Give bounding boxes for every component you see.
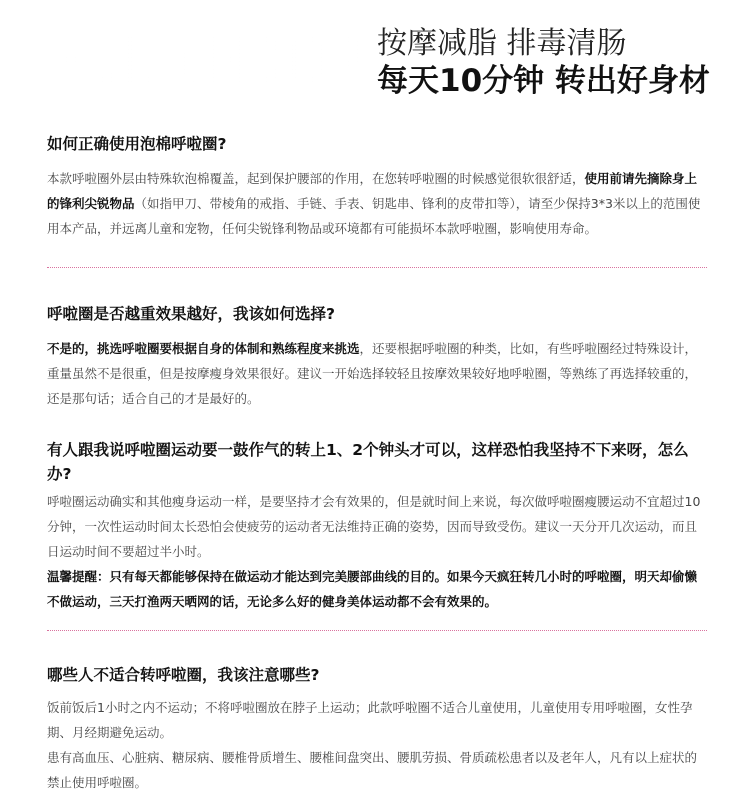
faq-section-2 bbox=[47, 302, 707, 411]
faq-section-1 bbox=[47, 132, 707, 241]
faq-section-3 bbox=[47, 438, 707, 614]
header-banner bbox=[0, 0, 750, 108]
faq-answer-4: 饭前饭后1小时之内不运动；不将呼啦圈放在脖子上运动；此款呼啦圈不适合儿童使用，儿童使用专用呼啦圈，女性孕期、月经期避免运动。 bbox=[47, 700, 693, 740]
faq-question-3: 有人跟我说呼啦圈运动要一鼓作气的转上1、2个钟头才可以，这样恐怕我坚持不下来呀，怎么办? bbox=[47, 441, 689, 483]
faq-answer-3: 呼啦圈运动确实和其他瘦身运动一样，是要坚持才会有效果的，但是就时间上来说，每次做呼啦圈瘦腰运动不宜超过10分钟，一次性运动时间太长恐怕会使疲劳的运动者无法维持正确的姿势，因而导致受伤。建议一天分开几次运动，而且日运动时间不要超过半小时。 bbox=[47, 494, 701, 559]
faq-answer-2: 不是的，挑选呼啦圈要根据自身的体制和熟练程度来挑选，还要根据呼啦圈的种类，比如，有些呼啦圈经过特殊设计，重量虽然不是很重，但是按摩瘦身效果很好。建议一开始选择较轻且按摩效果较好地呼啦圈，等熟练了再选择较重的，还是那句话；适合自己的才是最好的。 bbox=[47, 341, 698, 406]
tagline-line1: 按摩减脂 排毒清肠 bbox=[377, 26, 627, 61]
faq-question-1: 如何正确使用泡棉呼啦圈? bbox=[47, 135, 227, 153]
tagline-line2: 每天10分钟 转出好身材 bbox=[377, 63, 710, 99]
faq-question-2: 呼啦圈是否越重效果越好，我该如何选择? bbox=[47, 305, 335, 323]
faq-section-4 bbox=[47, 663, 707, 795]
brand-title: HULA HOOP bbox=[48, 22, 364, 96]
faq-answer-4b: 患有高血压、心脏病、糖尿病、腰椎骨质增生、腰椎间盘突出、腰肌劳损、骨质疏松患者以及老年人，凡有以上症状的禁止使用呼啦圈。 bbox=[47, 750, 698, 790]
faq-answer-1: 本款呼啦圈外层由特殊软泡棉覆盖，起到保护腰部的作用，在您转呼啦圈的时候感觉很软很舒适，使用前请先摘除身上的锋利尖锐物品（如指甲刀、带棱角的戒指、手链、手表、钥匙串、锋利的皮带扣等），请至少保持3*3米以上的范围使用本产品，并远离儿童和宠物，任何尖锐锋利物品或环境都有可能损坏本款呼啦圈，影响使用寿命。 bbox=[47, 171, 701, 236]
section-divider bbox=[47, 267, 707, 268]
faq-question-4: 哪些人不适合转呼啦圈，我该注意哪些? bbox=[47, 666, 320, 684]
faq-tip: 温馨提醒：只有每天都能够保持在做运动才能达到完美腰部曲线的目的。如果今天疯狂转几小时的呼啦圈，明天却偷懒不做运动，三天打渔两天晒网的话，无论多么好的健身美体运动都不会有效果的。 bbox=[47, 569, 698, 609]
section-divider bbox=[47, 630, 707, 631]
